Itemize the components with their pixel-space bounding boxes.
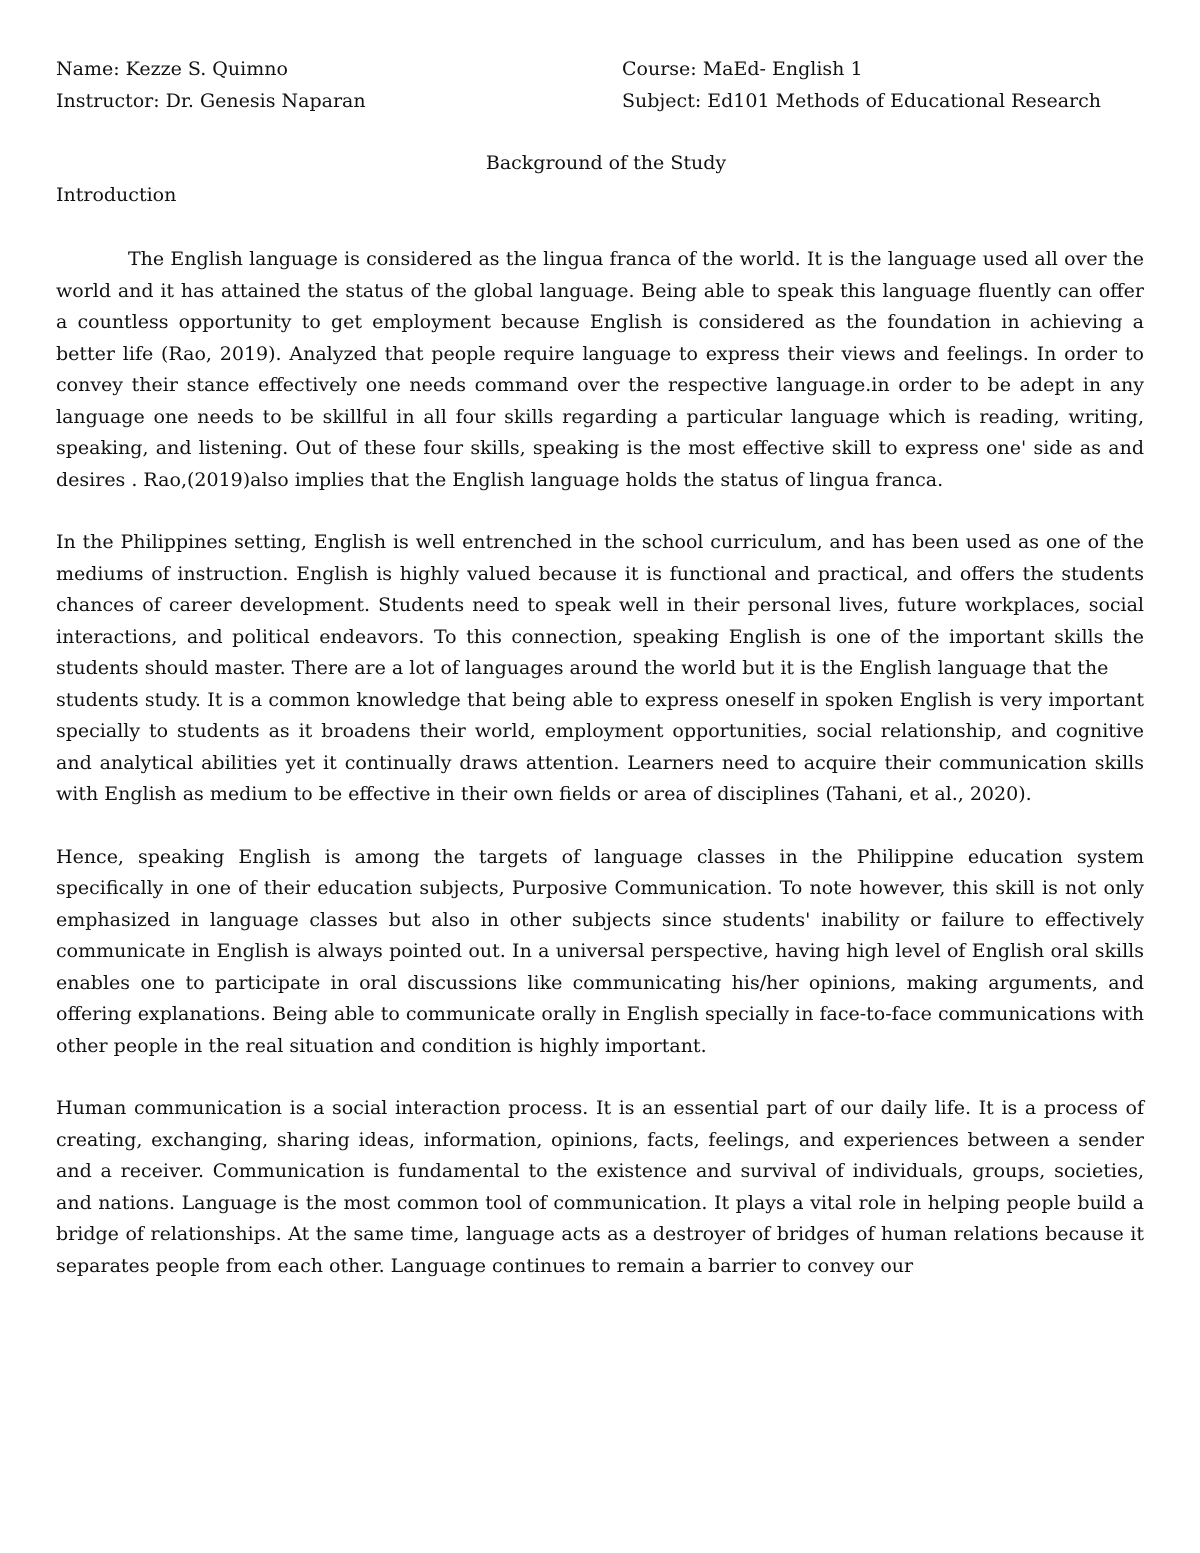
- subject-name: Subject: Ed101 Methods of Educational Research: [622, 90, 1101, 112]
- section-heading-introduction: Introduction: [56, 184, 177, 206]
- header-right-column: [622, 54, 1101, 118]
- paragraph-3: Hence, speaking English is among the targets of language classes in the Philippine education system specifically in one of their education subjects, Purposive Communication. To note however, this skill is not only emphasized in language classes but also in other subjects since students' inability or failure to effectively communicate in English is always pointed out. In a universal perspective, having high level of English oral skills enables one to participate in oral discussions like communicating his/her opinions, making arguments, and offering explanations. Being able to communicate orally in English specially in face-to-face communications with other people in the real situation and condition is highly important.: [56, 845, 1144, 1057]
- header-left-column: [56, 54, 366, 118]
- course-name: Course: MaEd- English 1: [622, 58, 863, 80]
- instructor-name: Instructor: Dr. Genesis Naparan: [56, 90, 366, 112]
- paragraph-4: Human communication is a social interaction process. It is an essential part of our daily life. It is a process of creating, exchanging, sharing ideas, information, opinions, facts, feelings, and experiences between a sender and a receiver. Communication is fundamental to the existence and survival of individuals, groups, societies, and nations. Language is the most common tool of communication. It plays a vital role in helping people build a bridge of relationships. At the same time, language acts as a destroyer of bridges of human relations because it separates people from each other. Language continues to remain a barrier to convey our: [56, 1097, 1144, 1277]
- paragraph-2b: students study. It is a common knowledge that being able to express oneself in spoken English is very important specially to students as it broadens their world, employment opportunities, social relationship, and cognitive and analytical abilities yet it continually draws attention. Learners need to acquire their communication skills with English as medium to be effective in their own fields or area of disciplines (Tahani, et al., 2020).: [56, 688, 1144, 805]
- paragraph-1: The English language is considered as the lingua franca of the world. It is the language used all over the world and it has attained the status of the global language. Being able to speak this language fluently can offer a countless opportunity to get employment because English is considered as the foundation in achieving a better life (Rao, 2019). Analyzed that people require language to express their views and feelings. In order to convey their stance effectively one needs command over the respective language.in order to be adept in any language one needs to be skillful in all four skills regarding a particular language which is reading, writing, speaking, and listening. Out of these four skills, speaking is the most effective skill to express one' side as and desires . Rao,(2019)also implies that the English language holds the status of lingua franca.: [56, 248, 1144, 491]
- student-name: Name: Kezze S. Quimno: [56, 58, 288, 80]
- document-header: [56, 54, 1144, 118]
- document-title: Background of the Study: [485, 152, 727, 174]
- document-page: [56, 54, 1144, 1282]
- paragraph-2a: In the Philippines setting, English is well entrenched in the school curriculum, and has been used as one of the mediums of instruction. English is highly valued because it is functional and practical, and offers the students chances of career development. Students need to speak well in their personal lives, future workplaces, social interactions, and political endeavors. To this connection, speaking English is one of the important skills the students should master. There are a lot of languages around the world but it is the English language that the: [56, 531, 1144, 679]
